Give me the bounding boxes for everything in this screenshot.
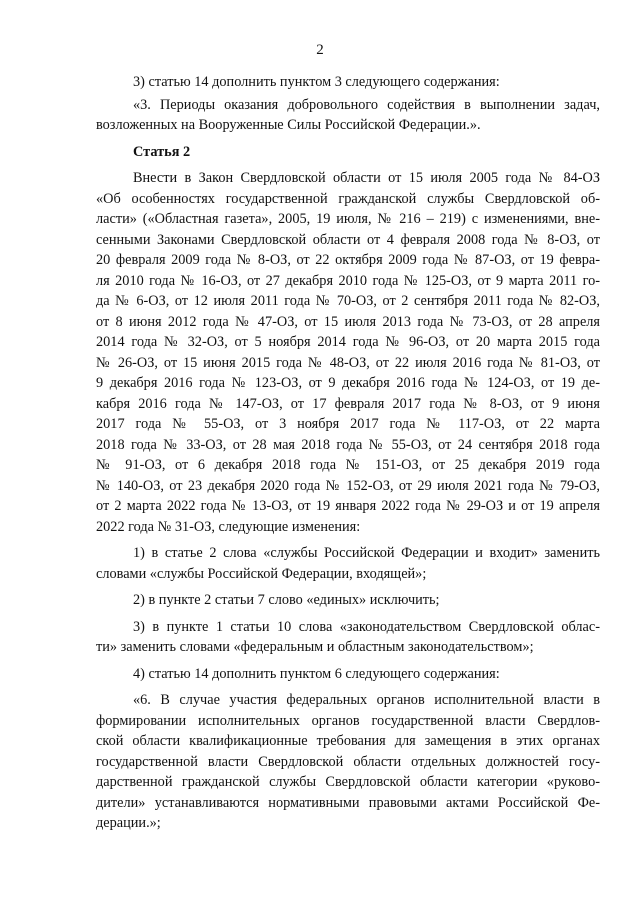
paragraph-line: 2022 года № 31-ОЗ, следующие изменения: xyxy=(96,518,361,535)
paragraph-line: 1) в статье 2 слова «службы Российской Федерации и входит» заменить xyxy=(133,545,600,561)
change-4-intro: 4) статью 14 дополнить пунктом 6 следующего содержания: xyxy=(133,665,500,682)
paragraph-line: 9 декабря 2016 года № 123-ОЗ, от 9 декабря 2016 года № 124-ОЗ, от 19 де- xyxy=(96,375,600,391)
paragraph-line: ской области квалификационные требования для замещения в этих органах xyxy=(96,733,600,749)
paragraph-line: № 26-ОЗ, от 15 июня 2015 года № 48-ОЗ, от 22 июля 2016 года № 81-ОЗ, от xyxy=(96,354,600,371)
item3-intro: 3) статью 14 дополнить пунктом 3 следующего содержания: xyxy=(133,74,500,90)
paragraph-line: № 140-ОЗ, от 23 декабря 2020 года № 152-ОЗ, от 29 июля 2021 года № 79-ОЗ, xyxy=(96,477,600,494)
change-3 xyxy=(96,617,600,658)
paragraph-line: дители» устанавливаются нормативными правовыми актами Российской Фе- xyxy=(96,794,600,811)
paragraph-line: кабря 2016 года № 147-ОЗ, от 17 февраля 2017 года № 8-ОЗ, от 9 июня xyxy=(96,395,600,412)
change-1 xyxy=(96,543,600,584)
paragraph-line: сенными Законами Свердловской области от 4 февраля 2008 года № 8-ОЗ, от xyxy=(96,231,600,248)
paragraph-line: ля 2010 года № 16-ОЗ, от 27 декабря 2010 года № 125-ОЗ, от 9 марта 2011 го- xyxy=(96,272,600,289)
page-number: 2 xyxy=(316,42,324,58)
paragraph-line: формировании исполнительных органов государственной власти Свердлов- xyxy=(96,712,600,729)
item3-quote xyxy=(96,95,600,136)
paragraph-line: словами «службы Российской Федерации, входящей»; xyxy=(96,565,427,582)
paragraph-line: «3. Периоды оказания добровольного содействия в выполнении задач, xyxy=(133,96,600,113)
paragraph-line: ласти» («Областная газета», 2005, 19 июля, № 216 – 219) с изменениями, вне- xyxy=(96,211,600,227)
paragraph-line: от 8 июня 2012 года № 47-ОЗ, от 15 июля 2013 года № 73-ОЗ, от 28 апреля xyxy=(96,313,600,330)
document-body xyxy=(96,72,600,840)
paragraph-line: Внести в Закон Свердловской области от 15 июля 2005 года № 84-ОЗ xyxy=(133,170,600,186)
paragraph-line: дарственной гражданской службы Свердловской области категории «руково- xyxy=(96,774,600,790)
paragraph-line: государственной власти Свердловской области отдельных должностей госу- xyxy=(96,753,600,770)
change-2: 2) в пункте 2 статьи 7 слово «единых» исключить; xyxy=(133,592,440,608)
paragraph-line: «6. В случае участия федеральных органов исполнительной власти в xyxy=(133,692,600,708)
article-heading: Статья 2 xyxy=(133,143,191,160)
paragraph-line: «Об особенностях государственной гражданской службы Свердловской об- xyxy=(96,190,600,207)
paragraph-line: № 91-ОЗ, от 6 декабря 2018 года № 151-ОЗ, от 25 декабря 2019 года xyxy=(96,457,600,473)
paragraph-line: ти» заменить словами «федеральным и областным законодательством»; xyxy=(96,639,534,655)
paragraph-line: 2017 года № 55-ОЗ, от 3 ноября 2017 года № 117-ОЗ, от 22 марта xyxy=(96,416,600,432)
paragraph-line: дерации.»; xyxy=(96,815,161,831)
paragraph-line: возложенных на Вооруженные Силы Российской Федерации.». xyxy=(96,117,481,133)
paragraph-line: 3) в пункте 1 статьи 10 слова «законодательством Свердловской облас- xyxy=(133,618,600,635)
paragraph-line: да № 6-ОЗ, от 12 июля 2011 года № 70-ОЗ, от 2 сентября 2011 года № 82-ОЗ, xyxy=(96,293,600,309)
paragraph-line: 20 февраля 2009 года № 8-ОЗ, от 22 октября 2009 года № 87-ОЗ, от 19 февра- xyxy=(96,252,600,268)
article-paragraph xyxy=(96,168,600,537)
paragraph-line: 2014 года № 32-ОЗ, от 5 ноября 2014 года № 96-ОЗ, от 20 марта 2015 года xyxy=(96,334,600,350)
change-4-quote xyxy=(96,690,600,834)
paragraph-line: от 2 марта 2022 года № 13-ОЗ, от 19 января 2022 года № 29-ОЗ и от 19 апреля xyxy=(96,498,600,514)
paragraph-line: 2018 года № 33-ОЗ, от 28 мая 2018 года № 55-ОЗ, от 24 сентября 2018 года xyxy=(96,436,600,453)
